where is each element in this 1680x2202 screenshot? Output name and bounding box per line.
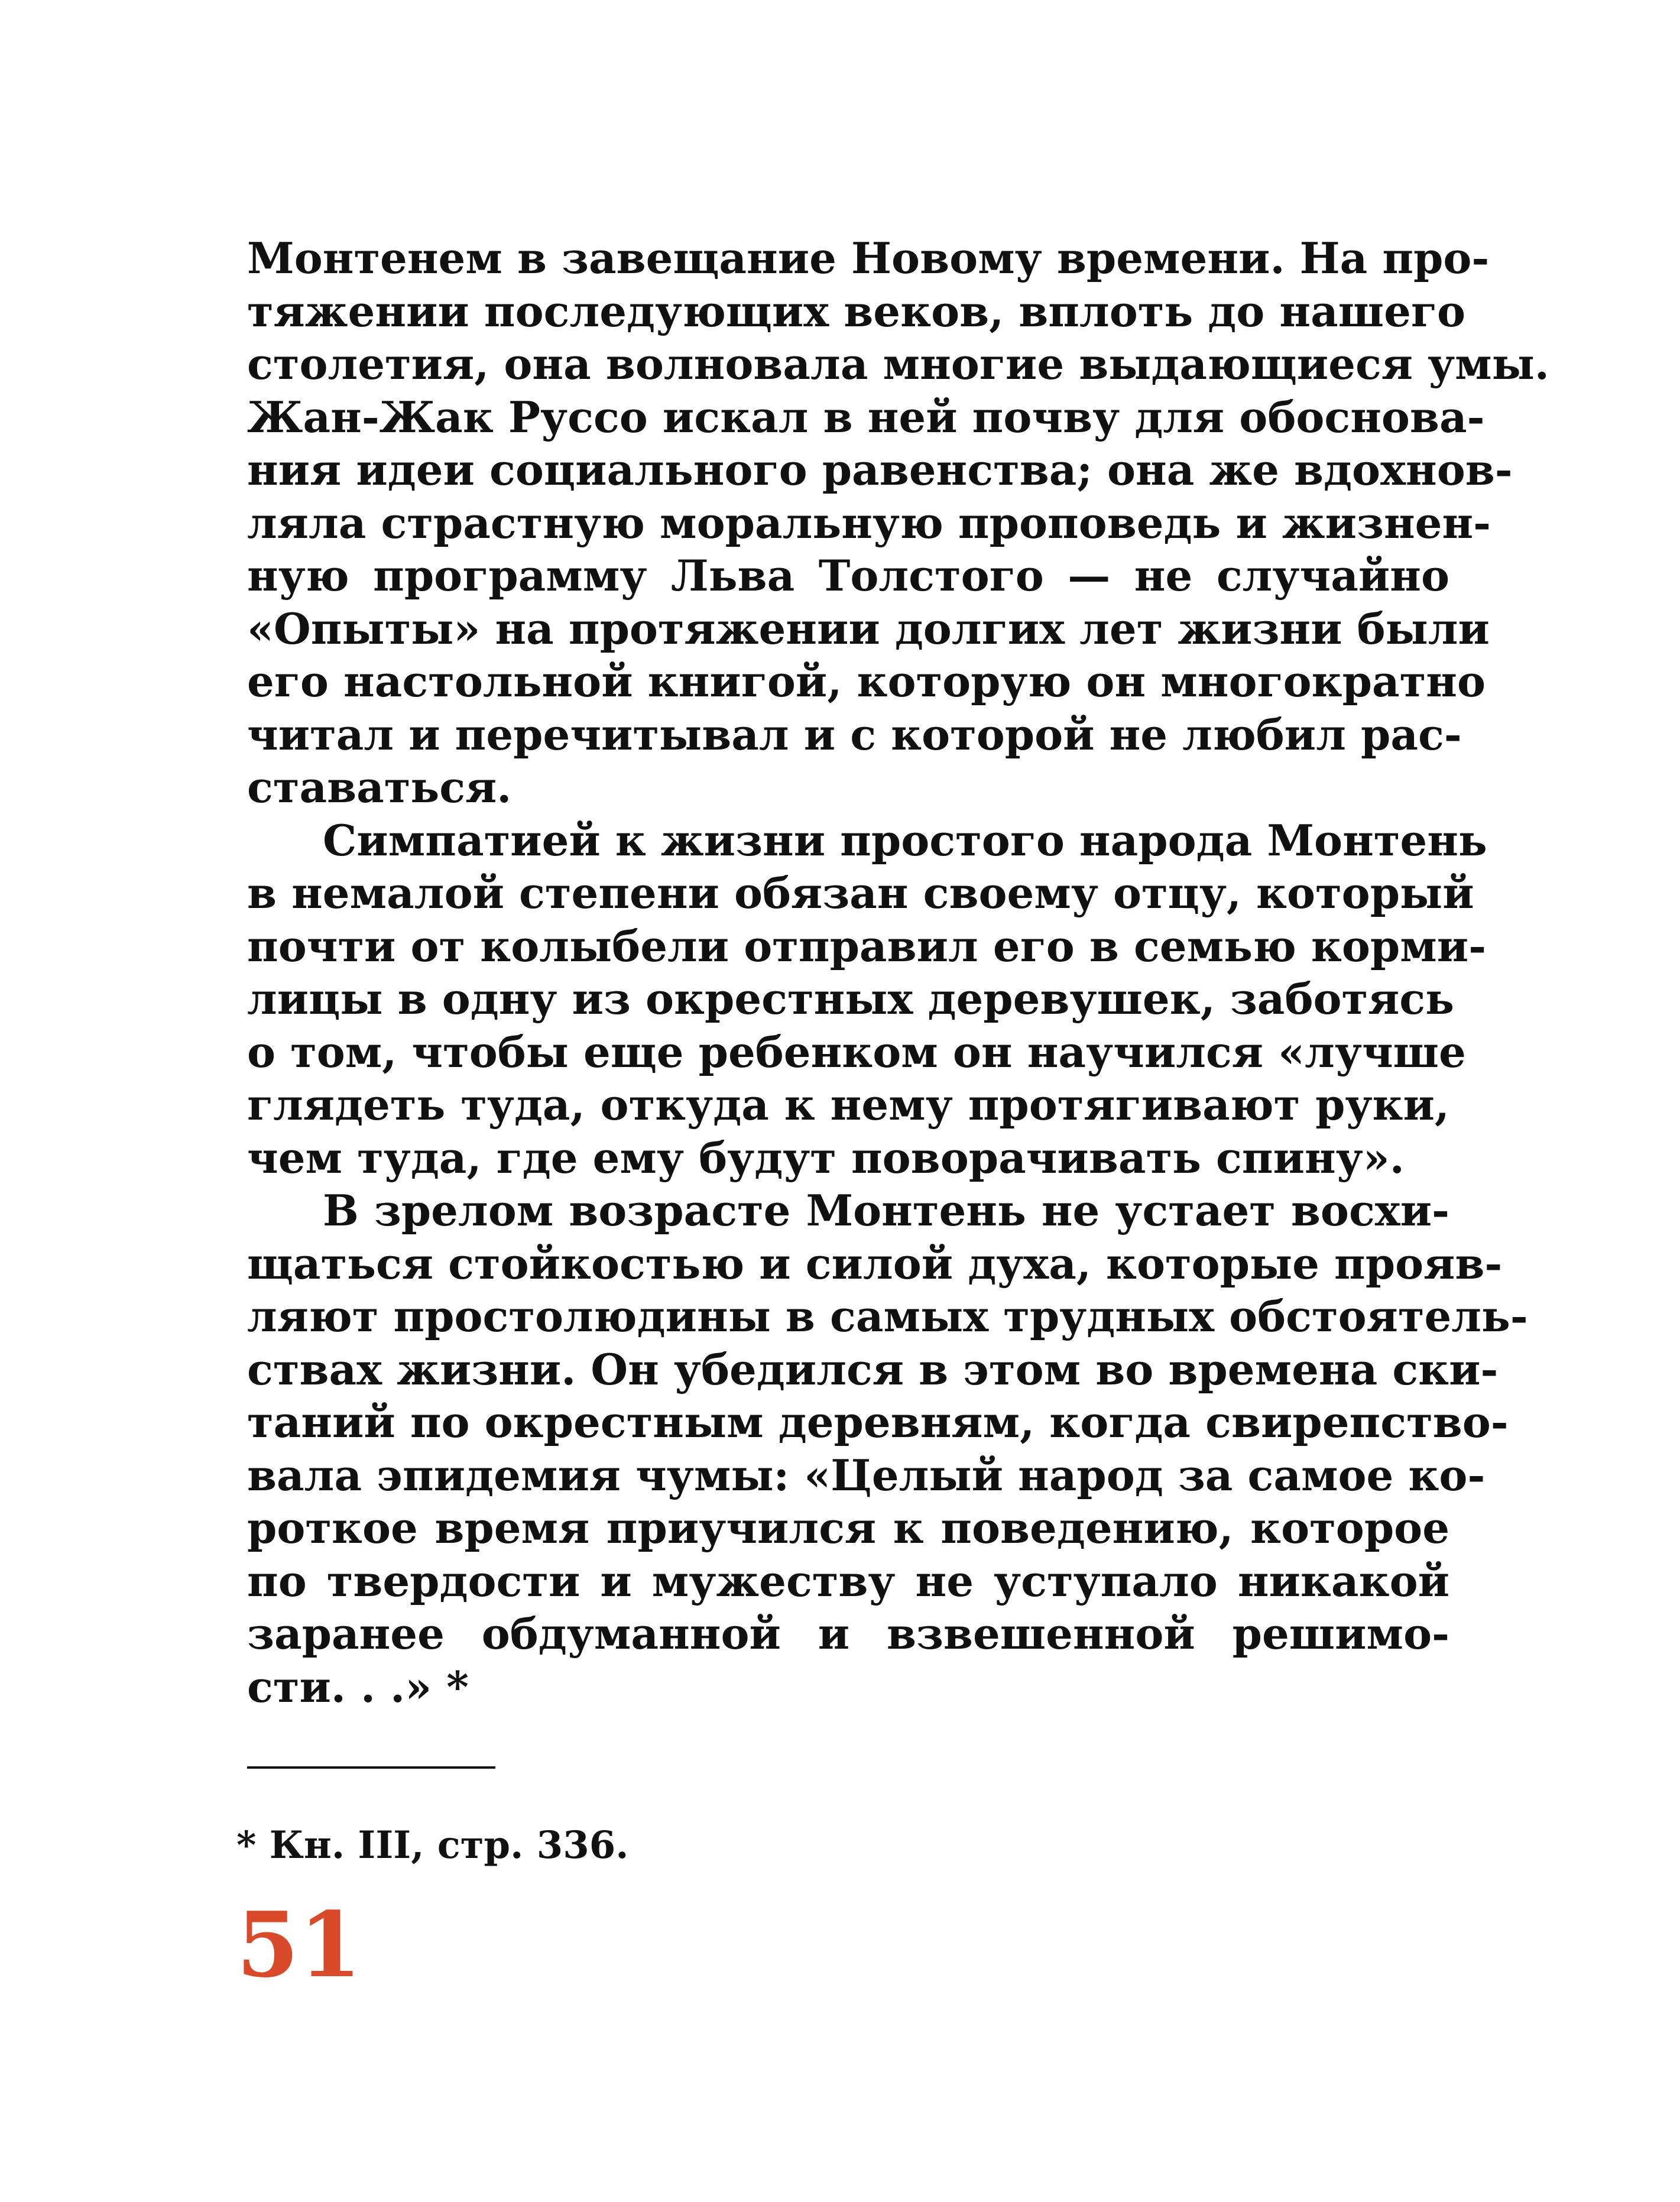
body-text xyxy=(247,232,1549,1713)
text-line: почти от колыбели отправил его в семью корми- xyxy=(247,920,1487,971)
footnote: * Кн. III, стр. 336. xyxy=(236,1823,629,1867)
text-line: по твердости и мужеству не уступало никакой xyxy=(247,1555,1449,1606)
text-line: ствах жизни. Он убедился в этом во времена ски- xyxy=(247,1344,1499,1395)
text-line: столетия, она волновала многие выдающиеся умы. xyxy=(247,339,1549,389)
text-line: читал и перечитывал и с которой не любил рас- xyxy=(247,709,1462,760)
text-line: в немалой степени обязан своему отцу, который xyxy=(247,868,1474,918)
text-line: ляла страстную моральную проповедь и жизнен- xyxy=(247,497,1491,548)
text-line: «Опыты» на протяжении долгих лет жизни были xyxy=(247,603,1490,654)
text-line: тяжении последующих веков, вплоть до нашего xyxy=(247,286,1466,336)
text-line: Монтенем в завещание Новому времени. На про- xyxy=(247,233,1490,283)
text-line: роткое время приучился к поведению, которое xyxy=(247,1503,1449,1553)
text-line: вала эпидемия чумы: «Целый народ за самое ко- xyxy=(247,1449,1486,1500)
text-line: Жан-Жак Руссо искал в ней почву для обоснова- xyxy=(247,391,1485,442)
text-line: лицы в одну из окрестных деревушек, заботясь xyxy=(247,974,1455,1024)
paragraph-2 xyxy=(247,814,1487,1185)
text-line: ную программу Льва Толстого — не случайно xyxy=(247,550,1449,601)
text-line: ния идеи социального равенства; она же вдохнов- xyxy=(247,445,1513,495)
page-number: 51 xyxy=(236,1892,362,1997)
text-line: заранее обдуманной и взвешенной решимо- xyxy=(247,1608,1449,1659)
paragraph-1 xyxy=(247,232,1549,814)
text-line: Симпатией к жизни простого народа Монтень xyxy=(323,815,1487,865)
paragraph-3 xyxy=(247,1184,1528,1713)
text-line: таний по окрестным деревням, когда свирепство- xyxy=(247,1397,1509,1447)
text-line: его настольной книгой, которую он многократно xyxy=(247,656,1486,706)
text-line: ставаться. xyxy=(247,762,512,812)
text-line: о том, чтобы еще ребенком он научился «лучше xyxy=(247,1026,1466,1077)
text-line: чем туда, где ему будут поворачивать спину». xyxy=(247,1132,1405,1183)
text-line: сти. . .» * xyxy=(247,1661,469,1712)
text-line: глядеть туда, откуда к нему протягивают руки, xyxy=(247,1079,1449,1130)
footnote-divider xyxy=(247,1766,495,1769)
text-line: ляют простолюдины в самых трудных обстоятель- xyxy=(247,1291,1528,1341)
text-line: щаться стойкостью и силой духа, которые прояв- xyxy=(247,1238,1503,1289)
text-line: В зрелом возрасте Монтень не устает восхи- xyxy=(323,1185,1449,1235)
